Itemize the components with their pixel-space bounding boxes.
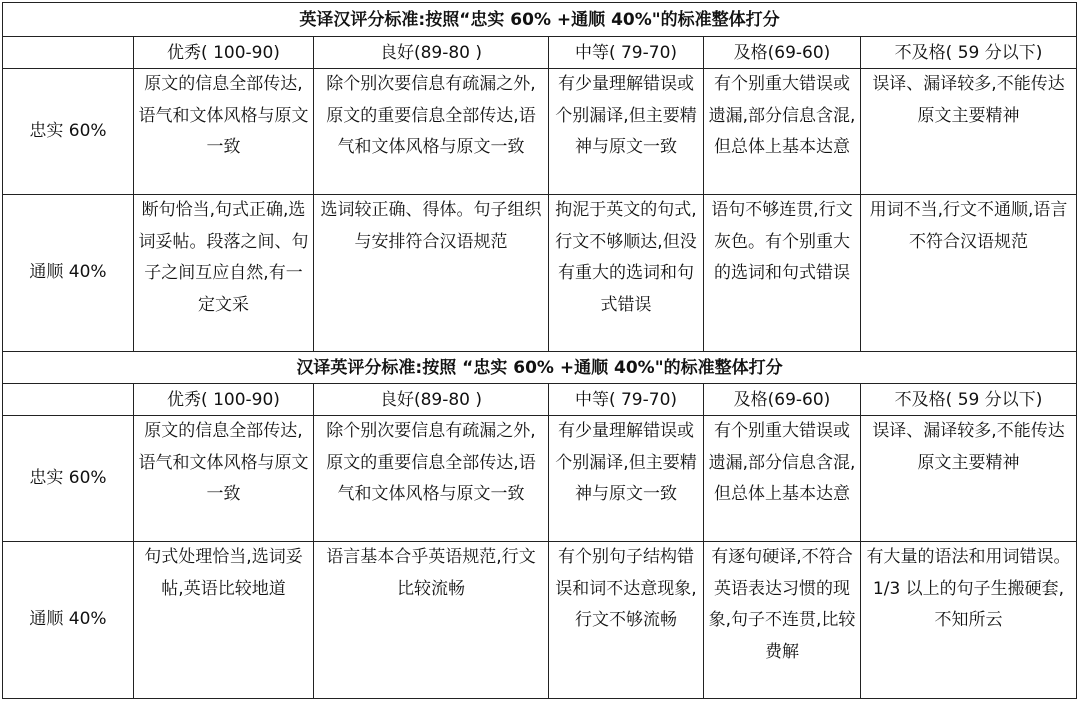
table-cell: 用词不当,行文不通顺,语言不符合汉语规范 [861, 195, 1077, 352]
header-corner [3, 37, 134, 69]
table-cell: 误译、漏译较多,不能传达原文主要精神 [861, 416, 1077, 542]
table-row [3, 416, 1077, 542]
table-cell: 除个别次要信息有疏漏之外,原文的重要信息全部传达,语气和文体风格与原文一致 [314, 69, 549, 195]
table-cell: 拘泥于英文的句式,行文不够顺达,但没有重大的选词和句式错误 [549, 195, 704, 352]
table-cell: 选词较正确、得体。句子组织与安排符合汉语规范 [314, 195, 549, 352]
table-cell: 句式处理恰当,选词妥帖,英语比较地道 [134, 542, 314, 699]
table-cell: 原文的信息全部传达,语气和文体风格与原文一致 [134, 416, 314, 542]
table-cell: 有大量的语法和用词错误。1/3 以上的句子生搬硬套,不知所云 [861, 542, 1077, 699]
table-cell: 断句恰当,句式正确,选词妥帖。段落之间、句子之间互应自然,有一定文采 [134, 195, 314, 352]
header-excellent: 优秀( 100-90) [134, 384, 314, 416]
section-title-zh-en: 汉译英评分标准:按照 “忠实 60% +通顺 40%"的标准整体打分 [3, 352, 1077, 384]
table-cell: 语言基本合乎英语规范,行文比较流畅 [314, 542, 549, 699]
header-fail: 不及格( 59 分以下) [861, 384, 1077, 416]
section-title-en-zh: 英译汉评分标准:按照“忠实 60% +通顺 40%"的标准整体打分 [3, 3, 1077, 37]
header-corner [3, 384, 134, 416]
table-cell: 误译、漏译较多,不能传达原文主要精神 [861, 69, 1077, 195]
header-pass: 及格(69-60) [704, 37, 861, 69]
header-fail: 不及格( 59 分以下) [861, 37, 1077, 69]
table-cell: 有少量理解错误或个别漏译,但主要精神与原文一致 [549, 416, 704, 542]
row-label-fluency: 通顺 40% [3, 542, 134, 699]
header-average: 中等( 79-70) [549, 384, 704, 416]
header-pass: 及格(69-60) [704, 384, 861, 416]
table-cell: 原文的信息全部传达,语气和文体风格与原文一致 [134, 69, 314, 195]
table-cell: 有逐句硬译,不符合英语表达习惯的现象,句子不连贯,比较费解 [704, 542, 861, 699]
header-good: 良好(89-80 ) [314, 37, 549, 69]
row-label-faithfulness: 忠实 60% [3, 416, 134, 542]
table-row [3, 542, 1077, 699]
row-label-faithfulness: 忠实 60% [3, 69, 134, 195]
table-cell: 有个别重大错误或遗漏,部分信息含混,但总体上基本达意 [704, 69, 861, 195]
table-cell: 语句不够连贯,行文灰色。有个别重大的选词和句式错误 [704, 195, 861, 352]
row-label-fluency: 通顺 40% [3, 195, 134, 352]
header-row [3, 37, 1077, 69]
header-row [3, 384, 1077, 416]
table-row [3, 69, 1077, 195]
table-row [3, 195, 1077, 352]
section-title-row [3, 352, 1077, 384]
header-good: 良好(89-80 ) [314, 384, 549, 416]
header-average: 中等( 79-70) [549, 37, 704, 69]
section-title-row [3, 3, 1077, 37]
table-cell: 除个别次要信息有疏漏之外,原文的重要信息全部传达,语气和文体风格与原文一致 [314, 416, 549, 542]
grading-table [2, 2, 1077, 699]
table-cell: 有个别重大错误或遗漏,部分信息含混,但总体上基本达意 [704, 416, 861, 542]
table-cell: 有少量理解错误或个别漏译,但主要精神与原文一致 [549, 69, 704, 195]
header-excellent: 优秀( 100-90) [134, 37, 314, 69]
table-cell: 有个别句子结构错误和词不达意现象,行文不够流畅 [549, 542, 704, 699]
